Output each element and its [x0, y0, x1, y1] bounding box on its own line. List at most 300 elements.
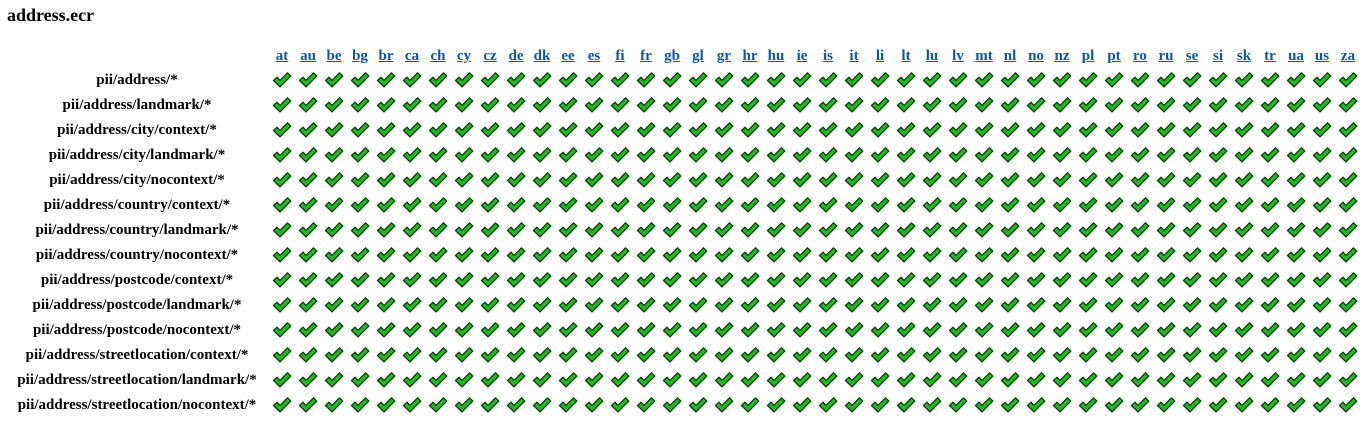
check-icon	[1208, 321, 1228, 338]
table-cell-fi	[608, 93, 632, 117]
check-icon	[454, 196, 474, 213]
check-icon	[974, 196, 994, 213]
check-icon	[818, 296, 838, 313]
check-icon	[610, 146, 630, 163]
table-cell-de	[504, 168, 528, 192]
table-cell-gb	[660, 168, 684, 192]
check-icon	[428, 346, 448, 363]
column-link-nl[interactable]: nl	[1003, 47, 1017, 64]
table-cell-gr	[712, 93, 736, 117]
table-cell-hu	[764, 168, 788, 192]
column-link-lv[interactable]: lv	[952, 47, 964, 64]
column-link-us[interactable]: us	[1314, 47, 1330, 64]
column-link-cy[interactable]: cy	[456, 47, 472, 64]
check-icon	[1156, 271, 1176, 288]
table-cell-sk	[1232, 68, 1256, 92]
column-link-br[interactable]: br	[378, 47, 394, 64]
table-cell-ua	[1284, 318, 1308, 342]
check-icon	[974, 221, 994, 238]
check-icon	[792, 71, 812, 88]
table-cell-lt	[894, 368, 918, 392]
check-icon	[350, 121, 370, 138]
table-cell-br	[374, 393, 398, 417]
check-icon	[714, 296, 734, 313]
table-cell-lu	[920, 68, 944, 92]
table-cell-gl	[686, 218, 710, 242]
check-icon	[740, 221, 760, 238]
check-icon	[1000, 371, 1020, 388]
table-cell-hu	[764, 318, 788, 342]
table-cell-ro	[1128, 293, 1152, 317]
check-icon	[558, 96, 578, 113]
table-cell-cz	[478, 93, 502, 117]
table-cell-ch	[426, 218, 450, 242]
table-cell-dk	[530, 268, 554, 292]
column-link-ru[interactable]: ru	[1158, 47, 1174, 64]
check-icon	[402, 171, 422, 188]
check-icon	[376, 171, 396, 188]
check-icon	[1286, 296, 1306, 313]
table-cell-nz	[1050, 393, 1074, 417]
table-cell-ee	[556, 268, 580, 292]
table-cell-gl	[686, 118, 710, 142]
column-link-ua[interactable]: ua	[1288, 47, 1304, 64]
table-cell-si	[1206, 393, 1230, 417]
check-icon	[688, 71, 708, 88]
table-cell-ca	[400, 318, 424, 342]
check-icon	[974, 121, 994, 138]
table-cell-si	[1206, 118, 1230, 142]
column-link-ee[interactable]: ee	[561, 47, 575, 64]
row-label: pii/address/streetlocation/landmark/*	[17, 371, 257, 388]
table-cell-lv	[946, 268, 970, 292]
table-cell-au	[296, 368, 320, 392]
column-link-nz[interactable]: nz	[1054, 47, 1070, 64]
check-icon	[714, 221, 734, 238]
table-cell-be	[322, 318, 346, 342]
check-icon	[480, 171, 500, 188]
check-icon	[922, 371, 942, 388]
table-cell-tr	[1258, 93, 1282, 117]
check-icon	[1234, 371, 1254, 388]
check-icon	[922, 71, 942, 88]
table-cell-ua	[1284, 268, 1308, 292]
table-cell-mt	[972, 68, 996, 92]
column-link-be[interactable]: be	[326, 47, 342, 64]
table-cell-is	[816, 343, 840, 367]
check-icon	[1260, 321, 1280, 338]
check-icon	[1208, 296, 1228, 313]
table-cell-gb	[660, 143, 684, 167]
check-icon	[584, 171, 604, 188]
check-icon	[272, 296, 292, 313]
table-cell-pl	[1076, 218, 1100, 242]
table-cell-ch	[426, 343, 450, 367]
column-link-li[interactable]: li	[875, 47, 885, 64]
table-cell-cy	[452, 118, 476, 142]
check-icon	[1078, 346, 1098, 363]
table-cell-no	[1024, 318, 1048, 342]
table-cell-at	[270, 393, 294, 417]
check-icon	[714, 396, 734, 413]
check-icon	[1312, 71, 1332, 88]
row-label: pii/address/postcode/nocontext/*	[32, 321, 242, 338]
table-cell-it	[842, 393, 866, 417]
check-icon	[792, 96, 812, 113]
check-icon	[480, 221, 500, 238]
check-icon	[1286, 121, 1306, 138]
check-icon	[844, 221, 864, 238]
check-icon	[584, 196, 604, 213]
column-link-lt[interactable]: lt	[901, 47, 911, 64]
table-cell-ch	[426, 68, 450, 92]
table-cell-at	[270, 68, 294, 92]
column-link-hu[interactable]: hu	[767, 47, 785, 64]
check-icon	[870, 346, 890, 363]
table-cell-mt	[972, 393, 996, 417]
table-cell-us	[1310, 293, 1334, 317]
check-icon	[740, 346, 760, 363]
table-cell-tr	[1258, 293, 1282, 317]
table-cell-cy	[452, 68, 476, 92]
table-cell-lv	[946, 393, 970, 417]
check-icon	[532, 146, 552, 163]
table-cell-ua	[1284, 293, 1308, 317]
column-link-ca[interactable]: ca	[404, 47, 420, 64]
table-cell-tr	[1258, 368, 1282, 392]
table-cell-li	[868, 68, 892, 92]
check-icon	[1286, 371, 1306, 388]
table-cell-de	[504, 343, 528, 367]
table-cell-is	[816, 168, 840, 192]
column-link-dk[interactable]: dk	[533, 47, 551, 64]
check-icon	[1078, 221, 1098, 238]
check-icon	[1286, 146, 1306, 163]
check-icon	[558, 146, 578, 163]
table-cell-lt	[894, 318, 918, 342]
check-icon	[844, 171, 864, 188]
column-link-pl[interactable]: pl	[1081, 47, 1095, 64]
table-cell-lv	[946, 68, 970, 92]
column-link-za[interactable]: za	[1340, 47, 1356, 64]
table-cell-pl	[1076, 393, 1100, 417]
table-cell-sk	[1232, 218, 1256, 242]
table-cell-lu	[920, 193, 944, 217]
table-cell-ro	[1128, 368, 1152, 392]
table-cell-gr	[712, 68, 736, 92]
table-cell-ru	[1154, 318, 1178, 342]
check-icon	[1182, 371, 1202, 388]
table-cell-de	[504, 93, 528, 117]
check-icon	[350, 71, 370, 88]
column-link-gb[interactable]: gb	[664, 47, 680, 64]
table-cell-au	[296, 293, 320, 317]
check-icon	[324, 321, 344, 338]
table-cell-gr	[712, 193, 736, 217]
table-cell-is	[816, 68, 840, 92]
table-cell-sk	[1232, 143, 1256, 167]
check-icon	[636, 171, 656, 188]
check-icon	[1260, 346, 1280, 363]
table-cell-nl	[998, 393, 1022, 417]
table-cell-ro	[1128, 168, 1152, 192]
column-link-tr[interactable]: tr	[1264, 47, 1276, 64]
table-cell-si	[1206, 218, 1230, 242]
table-cell-fr	[634, 143, 658, 167]
table-cell-sk	[1232, 343, 1256, 367]
table-cell-de	[504, 393, 528, 417]
column-link-at[interactable]: at	[275, 47, 289, 64]
table-cell-fr	[634, 243, 658, 267]
check-icon	[1130, 346, 1150, 363]
check-icon	[740, 246, 760, 263]
table-cell-br	[374, 293, 398, 317]
table-cell-au	[296, 93, 320, 117]
table-cell-ch	[426, 293, 450, 317]
check-icon	[1182, 96, 1202, 113]
check-icon	[1208, 396, 1228, 413]
check-icon	[350, 171, 370, 188]
table-cell-pl	[1076, 268, 1100, 292]
check-icon	[792, 346, 812, 363]
table-cell-hr	[738, 143, 762, 167]
check-icon	[766, 121, 786, 138]
table-cell-cy	[452, 193, 476, 217]
table-cell-fr	[634, 193, 658, 217]
table-cell-is	[816, 268, 840, 292]
column-link-bg[interactable]: bg	[352, 47, 368, 64]
check-icon	[1338, 396, 1358, 413]
table-cell-ua	[1284, 393, 1308, 417]
check-icon	[896, 171, 916, 188]
table-cell-be	[322, 168, 346, 192]
table-row	[8, 118, 1360, 142]
check-icon	[350, 271, 370, 288]
table-cell-lv	[946, 293, 970, 317]
column-link-de[interactable]: de	[508, 47, 524, 64]
column-link-es[interactable]: es	[587, 47, 601, 64]
table-cell-au	[296, 68, 320, 92]
check-icon	[922, 246, 942, 263]
column-link-ch[interactable]: ch	[430, 47, 446, 64]
check-icon	[1156, 196, 1176, 213]
check-icon	[272, 321, 292, 338]
check-icon	[1130, 246, 1150, 263]
check-icon	[1208, 346, 1228, 363]
row-label: pii/address/*	[96, 71, 178, 88]
check-icon	[610, 371, 630, 388]
table-cell-pt	[1102, 68, 1126, 92]
check-icon	[558, 296, 578, 313]
column-link-pt[interactable]: pt	[1107, 47, 1121, 64]
table-cell-no	[1024, 268, 1048, 292]
check-icon	[1338, 171, 1358, 188]
column-link-no[interactable]: no	[1028, 47, 1044, 64]
table-cell-cy	[452, 343, 476, 367]
table-cell-cy	[452, 393, 476, 417]
table-cell-fi	[608, 193, 632, 217]
table-cell-pt	[1102, 118, 1126, 142]
check-icon	[428, 246, 448, 263]
check-icon	[1234, 96, 1254, 113]
table-cell-za	[1336, 118, 1360, 142]
table-cell-sk	[1232, 193, 1256, 217]
table-cell-au	[296, 193, 320, 217]
column-link-it[interactable]: it	[849, 47, 859, 64]
check-icon	[1338, 71, 1358, 88]
table-cell-at	[270, 268, 294, 292]
table-cell-mt	[972, 343, 996, 367]
table-cell-nl	[998, 193, 1022, 217]
table-cell-dk	[530, 68, 554, 92]
table-cell-mt	[972, 93, 996, 117]
column-link-au[interactable]: au	[300, 47, 316, 64]
check-icon	[1234, 146, 1254, 163]
check-icon	[272, 146, 292, 163]
column-link-hr[interactable]: hr	[742, 47, 758, 64]
table-cell-lu	[920, 343, 944, 367]
table-cell-ro	[1128, 118, 1152, 142]
check-icon	[324, 121, 344, 138]
column-link-cz[interactable]: cz	[483, 47, 497, 64]
table-cell-hr	[738, 318, 762, 342]
check-icon	[324, 196, 344, 213]
table-cell-ca	[400, 118, 424, 142]
check-icon	[844, 396, 864, 413]
table-cell-nz	[1050, 318, 1074, 342]
table-cell-cz	[478, 143, 502, 167]
check-icon	[922, 346, 942, 363]
table-cell-be	[322, 68, 346, 92]
row-label: pii/address/landmark/*	[62, 96, 212, 113]
check-icon	[688, 371, 708, 388]
check-icon	[688, 296, 708, 313]
check-icon	[532, 271, 552, 288]
check-icon	[1104, 371, 1124, 388]
column-link-fi[interactable]: fi	[615, 47, 625, 64]
check-icon	[610, 71, 630, 88]
check-icon	[818, 71, 838, 88]
check-icon	[1286, 346, 1306, 363]
check-icon	[1338, 246, 1358, 263]
column-header-pl	[1076, 45, 1100, 67]
column-header-gb	[660, 45, 684, 67]
table-cell-ie	[790, 393, 814, 417]
table-cell-de	[504, 118, 528, 142]
table-cell-ch	[426, 93, 450, 117]
table-cell-nz	[1050, 143, 1074, 167]
table-cell-gr	[712, 293, 736, 317]
check-icon	[1000, 96, 1020, 113]
table-cell-at	[270, 168, 294, 192]
column-link-gr[interactable]: gr	[716, 47, 732, 64]
check-icon	[896, 196, 916, 213]
check-icon	[1208, 196, 1228, 213]
table-cell-bg	[348, 368, 372, 392]
table-cell-dk	[530, 193, 554, 217]
check-icon	[1052, 196, 1072, 213]
table-cell-gr	[712, 118, 736, 142]
table-cell-ca	[400, 218, 424, 242]
table-cell-ru	[1154, 143, 1178, 167]
column-header-nl	[998, 45, 1022, 67]
check-icon	[818, 96, 838, 113]
column-link-fr[interactable]: fr	[640, 47, 652, 64]
check-icon	[350, 396, 370, 413]
check-icon	[584, 71, 604, 88]
table-cell-ch	[426, 168, 450, 192]
column-link-is[interactable]: is	[822, 47, 833, 64]
check-icon	[1260, 396, 1280, 413]
column-link-lu[interactable]: lu	[925, 47, 939, 64]
table-cell-hu	[764, 393, 788, 417]
table-cell-nz	[1050, 193, 1074, 217]
table-cell-hr	[738, 193, 762, 217]
check-icon	[454, 121, 474, 138]
check-icon	[1026, 296, 1046, 313]
table-cell-si	[1206, 318, 1230, 342]
check-icon	[584, 221, 604, 238]
check-icon	[1286, 196, 1306, 213]
table-cell-fr	[634, 68, 658, 92]
table-cell-it	[842, 268, 866, 292]
table-cell-cy	[452, 168, 476, 192]
check-icon	[454, 96, 474, 113]
check-icon	[402, 296, 422, 313]
column-link-si[interactable]: si	[1212, 47, 1223, 64]
table-cell-tr	[1258, 168, 1282, 192]
check-icon	[376, 321, 396, 338]
check-icon	[584, 271, 604, 288]
column-link-ro[interactable]: ro	[1133, 47, 1147, 64]
table-cell-ee	[556, 368, 580, 392]
check-icon	[1260, 246, 1280, 263]
check-icon	[688, 396, 708, 413]
column-link-gl[interactable]: gl	[692, 47, 704, 64]
table-cell-pt	[1102, 168, 1126, 192]
table-cell-si	[1206, 243, 1230, 267]
row-label: pii/address/streetlocation/nocontext/*	[17, 396, 257, 413]
check-icon	[818, 221, 838, 238]
table-cell-li	[868, 268, 892, 292]
check-icon	[402, 271, 422, 288]
column-link-ie[interactable]: ie	[796, 47, 808, 64]
table-cell-ee	[556, 193, 580, 217]
column-link-mt[interactable]: mt	[975, 47, 993, 64]
check-icon	[1000, 221, 1020, 238]
table-cell-si	[1206, 343, 1230, 367]
column-link-se[interactable]: se	[1185, 47, 1199, 64]
check-icon	[1182, 396, 1202, 413]
column-header-ro	[1128, 45, 1152, 67]
check-icon	[1338, 346, 1358, 363]
check-icon	[714, 96, 734, 113]
table-cell-be	[322, 93, 346, 117]
table-cell-dk	[530, 93, 554, 117]
table-cell-cy	[452, 93, 476, 117]
check-icon	[818, 346, 838, 363]
check-icon	[948, 146, 968, 163]
table-cell-mt	[972, 118, 996, 142]
table-cell-gr	[712, 143, 736, 167]
column-link-sk[interactable]: sk	[1236, 47, 1252, 64]
table-cell-pl	[1076, 143, 1100, 167]
table-cell-ee	[556, 143, 580, 167]
check-icon	[298, 396, 318, 413]
table-cell-ee	[556, 68, 580, 92]
check-icon	[1338, 121, 1358, 138]
table-cell-gl	[686, 268, 710, 292]
